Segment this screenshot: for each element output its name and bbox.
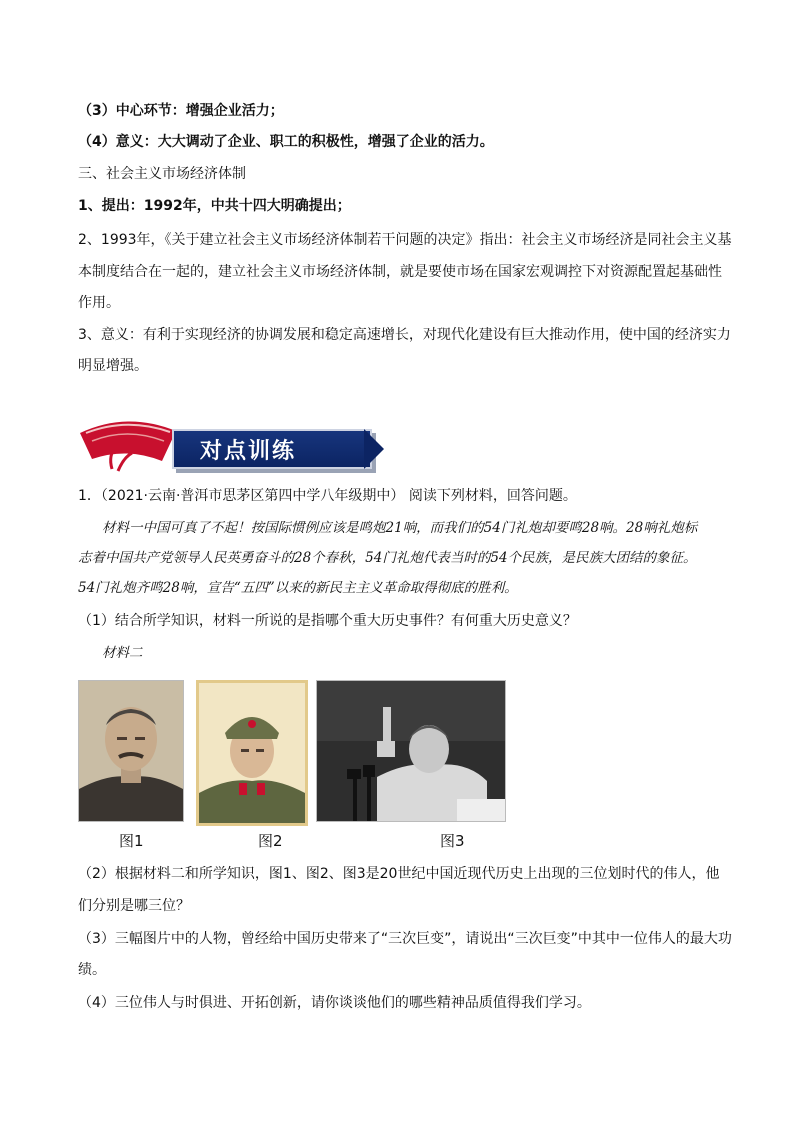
caption-figure-1: 图1 [119,832,144,850]
line-proposal: 1、提出：1992年，中共十四大明确提出； [78,198,351,214]
line-1993-b: 本制度结合在一起的，建立社会主义市场经济体制，就是要使市场在国家宏观调控下对资源配置起基础性 [78,264,722,280]
section-heading-market-economy: 三、社会主义市场经济体制 [78,166,246,182]
material-two-label: 材料二 [102,645,143,661]
fan-icon [72,417,182,479]
portrait-figure-2 [196,680,308,826]
line-1993-a: 2、1993年，《关于建立社会主义市场经济体制若干问题的决定》指出：社会主义市场经济是同社会主义基 [78,232,732,248]
question-4: （4）三位伟人与时俱进、开拓创新，请你谈谈他们的哪些精神品质值得我们学习。 [78,995,591,1011]
question-intro: 1．（2021·云南·普洱市思茅区第四中学八年级期中） 阅读下列材料，回答问题。 [78,488,577,504]
photo-figure-3 [316,680,506,822]
question-2-a: （2）根据材料二和所学知识，图1、图2、图3是20世纪中国近现代历史上出现的三位划时代的伟人，他 [78,866,720,882]
line-significance: （4）意义：大大调动了企业、职工的积极性，增强了企业的活力。 [78,134,494,150]
caption-figure-3: 图3 [440,832,465,850]
caption-figure-2: 图2 [258,832,283,850]
question-2-b: 们分别是哪三位？ [78,898,190,914]
banner-title: 对点训练 [200,439,297,464]
material-one-line-2: 志着中国共产党领导人民英勇奋斗的28个春秋，54门礼炮代表当时的54个民族，是民族大团结的象征。 [78,550,697,566]
material-one-line-1: 材料一中国可真了不起！按国际惯例应该是鸣炮21响，而我们的54门礼炮却要鸣28响。28响礼炮标 [102,520,698,536]
banner-arrow [364,429,384,469]
line-meaning-a: 3、意义：有利于实现经济的协调发展和稳定高速增长，对现代化建设有巨大推动作用，使中国的经济实力 [78,327,731,343]
line-center-link: （3）中心环节：增强企业活力； [78,103,284,119]
material-one-line-3: 54门礼炮齐鸣28响，宣告“五四”以来的新民主主义革命取得彻底的胜利。 [78,580,518,596]
line-meaning-b: 明显增强。 [78,358,148,374]
line-1993-c: 作用。 [78,295,120,311]
question-3-b: 绩。 [78,962,106,978]
question-1: （1）结合所学知识，材料一所说的是指哪个重大历史事件？有何重大历史意义？ [78,613,577,629]
question-3-a: （3）三幅图片中的人物，曾经给中国历史带来了“三次巨变”，请说出“三次巨变”中其中一位伟人的最大功 [78,931,732,947]
portrait-figure-1 [78,680,184,822]
section-banner [72,417,392,479]
